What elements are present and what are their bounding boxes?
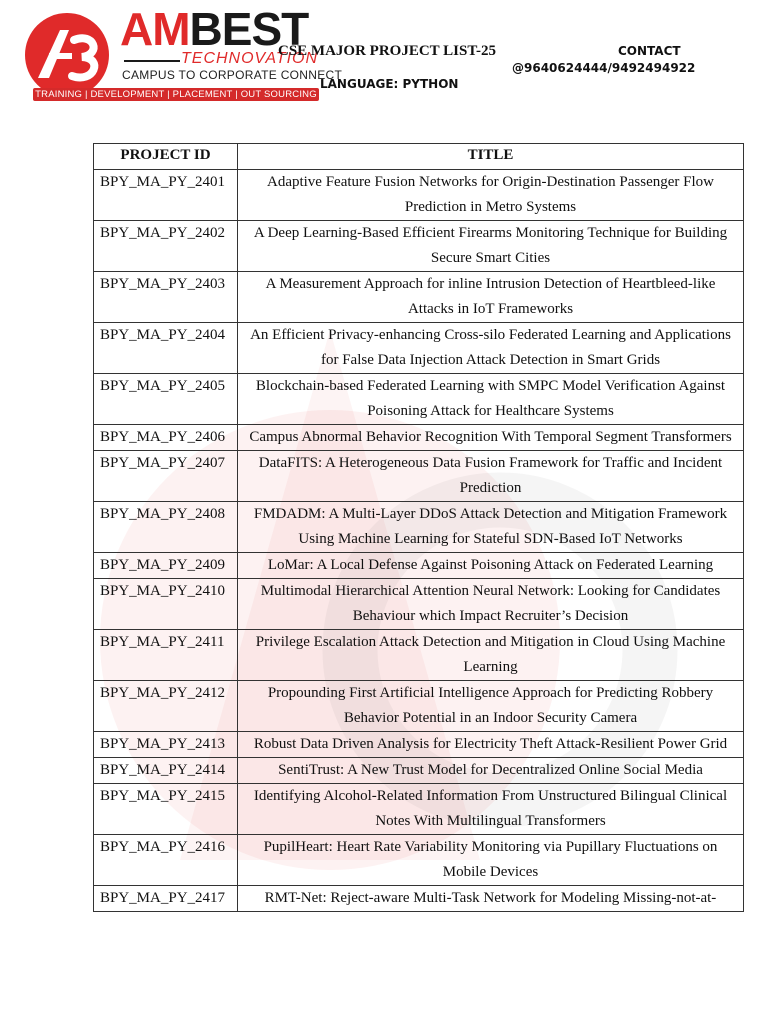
table-row — [94, 579, 744, 630]
project-title: Propounding First Artificial Intelligence Approach for Predicting Robbery Behavior Potential in an Indoor Security Camera — [238, 681, 744, 732]
brand-divider — [124, 60, 180, 62]
table-row — [94, 784, 744, 835]
table-row — [94, 553, 744, 579]
contact-label: CONTACT — [618, 44, 681, 58]
project-table — [93, 143, 744, 912]
project-id: BPY_MA_PY_2417 — [94, 886, 238, 912]
contact-phone: @9640624444/9492494922 — [512, 61, 696, 75]
table-row — [94, 758, 744, 784]
table-row — [94, 502, 744, 553]
language-label: LANGUAGE: PYTHON — [320, 77, 459, 91]
brand-name-part2: BEST — [189, 3, 309, 55]
project-title: Blockchain-based Federated Learning with SMPC Model Verification Against Poisoning Attack for Healthcare Systems — [238, 374, 744, 425]
project-title: DataFITS: A Heterogeneous Data Fusion Framework for Traffic and Incident Prediction — [238, 451, 744, 502]
table-row — [94, 886, 744, 912]
brand-services-bar: TRAINING | DEVELOPMENT | PLACEMENT | OUT SOURCING — [33, 88, 319, 101]
document-title: CSE MAJOR PROJECT LIST-25 — [278, 43, 496, 59]
project-id: BPY_MA_PY_2402 — [94, 221, 238, 272]
project-id: BPY_MA_PY_2409 — [94, 553, 238, 579]
table-row — [94, 732, 744, 758]
project-title: Multimodal Hierarchical Attention Neural Network: Looking for Candidates Behaviour which Impact Recruiter’s Decision — [238, 579, 744, 630]
project-id: BPY_MA_PY_2414 — [94, 758, 238, 784]
table-row — [94, 170, 744, 221]
project-title: LoMar: A Local Defense Against Poisoning Attack on Federated Learning — [238, 553, 744, 579]
table-row — [94, 835, 744, 886]
project-id: BPY_MA_PY_2401 — [94, 170, 238, 221]
table-row — [94, 221, 744, 272]
project-id: BPY_MA_PY_2415 — [94, 784, 238, 835]
table-row — [94, 630, 744, 681]
project-id: BPY_MA_PY_2405 — [94, 374, 238, 425]
letterhead — [0, 0, 768, 110]
table-header-row — [94, 144, 744, 170]
project-id: BPY_MA_PY_2412 — [94, 681, 238, 732]
project-id: BPY_MA_PY_2404 — [94, 323, 238, 374]
project-title: An Efficient Privacy-enhancing Cross-silo Federated Learning and Applications for False Data Injection Attack Detection in Smart Grids — [238, 323, 744, 374]
project-id: BPY_MA_PY_2413 — [94, 732, 238, 758]
brand-tagline: CAMPUS TO CORPORATE CONNECT — [122, 68, 343, 82]
project-id: BPY_MA_PY_2407 — [94, 451, 238, 502]
table-row — [94, 374, 744, 425]
brand-name-part1: AM — [120, 3, 190, 55]
project-title: Privilege Escalation Attack Detection and Mitigation in Cloud Using Machine Learning — [238, 630, 744, 681]
project-id: BPY_MA_PY_2406 — [94, 425, 238, 451]
column-header-title: TITLE — [238, 144, 744, 170]
project-id: BPY_MA_PY_2410 — [94, 579, 238, 630]
project-id: BPY_MA_PY_2408 — [94, 502, 238, 553]
project-title: FMDADM: A Multi-Layer DDoS Attack Detection and Mitigation Framework Using Machine Learning for Stateful SDN-Based IoT Networks — [238, 502, 744, 553]
table-row — [94, 451, 744, 502]
brand-logo-icon — [22, 10, 112, 100]
table-row — [94, 272, 744, 323]
project-title: RMT-Net: Reject-aware Multi-Task Network for Modeling Missing-not-at- — [238, 886, 744, 912]
project-title: SentiTrust: A New Trust Model for Decentralized Online Social Media — [238, 758, 744, 784]
project-title: Identifying Alcohol-Related Information From Unstructured Bilingual Clinical Notes With Multilingual Transformers — [238, 784, 744, 835]
project-title: PupilHeart: Heart Rate Variability Monitoring via Pupillary Fluctuations on Mobile Devices — [238, 835, 744, 886]
brand-subtitle: TECHNOVATION — [181, 50, 319, 67]
column-header-project-id: PROJECT ID — [94, 144, 238, 170]
project-title: A Deep Learning-Based Efficient Firearms Monitoring Technique for Building Secure Smart Cities — [238, 221, 744, 272]
table-row — [94, 681, 744, 732]
project-id: BPY_MA_PY_2403 — [94, 272, 238, 323]
table-row — [94, 425, 744, 451]
project-table-container — [93, 143, 743, 912]
project-id: BPY_MA_PY_2416 — [94, 835, 238, 886]
table-row — [94, 323, 744, 374]
project-title: Adaptive Feature Fusion Networks for Origin-Destination Passenger Flow Prediction in Metro Systems — [238, 170, 744, 221]
project-title: A Measurement Approach for inline Intrusion Detection of Heartbleed-like Attacks in IoT Frameworks — [238, 272, 744, 323]
project-id: BPY_MA_PY_2411 — [94, 630, 238, 681]
project-title: Campus Abnormal Behavior Recognition With Temporal Segment Transformers — [238, 425, 744, 451]
project-title: Robust Data Driven Analysis for Electricity Theft Attack-Resilient Power Grid — [238, 732, 744, 758]
